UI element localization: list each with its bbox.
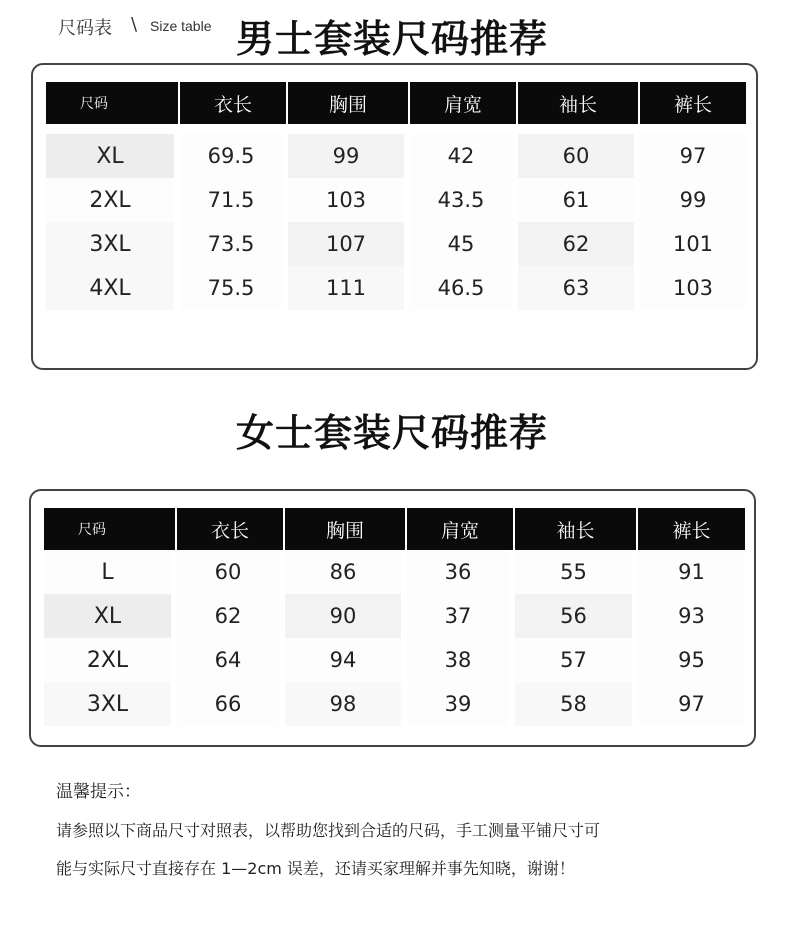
table-cell: 61 bbox=[518, 178, 640, 222]
table-cell: 56 bbox=[515, 594, 638, 638]
table-cell: 101 bbox=[640, 222, 746, 266]
col-header-chest: 胸围 bbox=[288, 82, 410, 124]
col-header-length: 衣长 bbox=[180, 82, 288, 124]
women-section-title: 女士套装尺码推荐 bbox=[236, 411, 549, 455]
size-cell: XL bbox=[46, 134, 180, 178]
table-cell: 38 bbox=[407, 638, 515, 682]
table-cell: 57 bbox=[515, 638, 638, 682]
notes-section bbox=[56, 777, 756, 888]
table-cell: 58 bbox=[515, 682, 638, 726]
table-header-row bbox=[44, 508, 745, 550]
women-size-panel bbox=[29, 489, 756, 747]
table-cell: 97 bbox=[640, 134, 746, 178]
table-row bbox=[46, 266, 746, 310]
table-row bbox=[44, 550, 745, 594]
table-cell: 75.5 bbox=[180, 266, 288, 310]
table-cell: 86 bbox=[285, 550, 407, 594]
table-cell: 95 bbox=[638, 638, 745, 682]
table-cell: 39 bbox=[407, 682, 515, 726]
size-cell: 3XL bbox=[46, 222, 180, 266]
table-row bbox=[44, 594, 745, 638]
brand-label-cn: 尺码表 bbox=[58, 18, 112, 39]
col-header-length: 衣长 bbox=[177, 508, 285, 550]
table-row bbox=[44, 682, 745, 726]
table-cell: 91 bbox=[638, 550, 745, 594]
table-cell: 71.5 bbox=[180, 178, 288, 222]
notes-line: 请参照以下商品尺寸对照表，以帮助您找到合适的尺码，手工测量平铺尺寸可 bbox=[56, 821, 601, 840]
table-cell: 107 bbox=[288, 222, 410, 266]
notes-line: 能与实际尺寸直接存在 1—2cm 误差，还请买家理解并事先知晓，谢谢！ bbox=[56, 859, 575, 878]
table-cell: 60 bbox=[177, 550, 285, 594]
table-row bbox=[46, 222, 746, 266]
col-header-shoulder: 肩宽 bbox=[407, 508, 515, 550]
table-cell: 90 bbox=[285, 594, 407, 638]
table-row bbox=[46, 134, 746, 178]
table-cell: 42 bbox=[410, 134, 518, 178]
header bbox=[0, 0, 790, 60]
table-row bbox=[46, 178, 746, 222]
table-cell: 73.5 bbox=[180, 222, 288, 266]
col-header-shoulder: 肩宽 bbox=[410, 82, 518, 124]
col-header-size: 尺码 bbox=[46, 82, 180, 124]
size-cell: XL bbox=[44, 594, 177, 638]
table-row bbox=[44, 638, 745, 682]
table-cell: 60 bbox=[518, 134, 640, 178]
col-header-sleeve: 袖长 bbox=[515, 508, 638, 550]
table-cell: 62 bbox=[518, 222, 640, 266]
table-cell: 46.5 bbox=[410, 266, 518, 310]
table-cell: 103 bbox=[640, 266, 746, 310]
table-cell: 99 bbox=[288, 134, 410, 178]
table-cell: 69.5 bbox=[180, 134, 288, 178]
brand-separator: \ bbox=[131, 14, 138, 35]
table-cell: 55 bbox=[515, 550, 638, 594]
table-cell: 94 bbox=[285, 638, 407, 682]
table-cell: 66 bbox=[177, 682, 285, 726]
men-size-panel bbox=[31, 63, 758, 370]
table-cell: 93 bbox=[638, 594, 745, 638]
size-cell: 4XL bbox=[46, 266, 180, 310]
men-size-table bbox=[46, 82, 746, 310]
table-cell: 36 bbox=[407, 550, 515, 594]
col-header-pants: 裤长 bbox=[640, 82, 746, 124]
table-cell: 37 bbox=[407, 594, 515, 638]
table-cell: 43.5 bbox=[410, 178, 518, 222]
table-cell: 63 bbox=[518, 266, 640, 310]
table-cell: 103 bbox=[288, 178, 410, 222]
notes-title: 温馨提示： bbox=[56, 782, 141, 802]
col-header-sleeve: 袖长 bbox=[518, 82, 640, 124]
size-cell: 2XL bbox=[46, 178, 180, 222]
table-cell: 62 bbox=[177, 594, 285, 638]
col-header-size: 尺码 bbox=[44, 508, 177, 550]
men-section-title: 男士套装尺码推荐 bbox=[236, 17, 549, 61]
col-header-chest: 胸围 bbox=[285, 508, 407, 550]
size-cell: 2XL bbox=[44, 638, 177, 682]
table-header-row bbox=[46, 82, 746, 124]
table-cell: 64 bbox=[177, 638, 285, 682]
col-header-pants: 裤长 bbox=[638, 508, 745, 550]
table-cell: 97 bbox=[638, 682, 745, 726]
table-cell: 99 bbox=[640, 178, 746, 222]
size-cell: 3XL bbox=[44, 682, 177, 726]
table-cell: 111 bbox=[288, 266, 410, 310]
table-cell: 45 bbox=[410, 222, 518, 266]
women-size-table bbox=[44, 508, 745, 726]
size-cell: L bbox=[44, 550, 177, 594]
brand-label-en: Size table bbox=[150, 18, 212, 34]
table-cell: 98 bbox=[285, 682, 407, 726]
